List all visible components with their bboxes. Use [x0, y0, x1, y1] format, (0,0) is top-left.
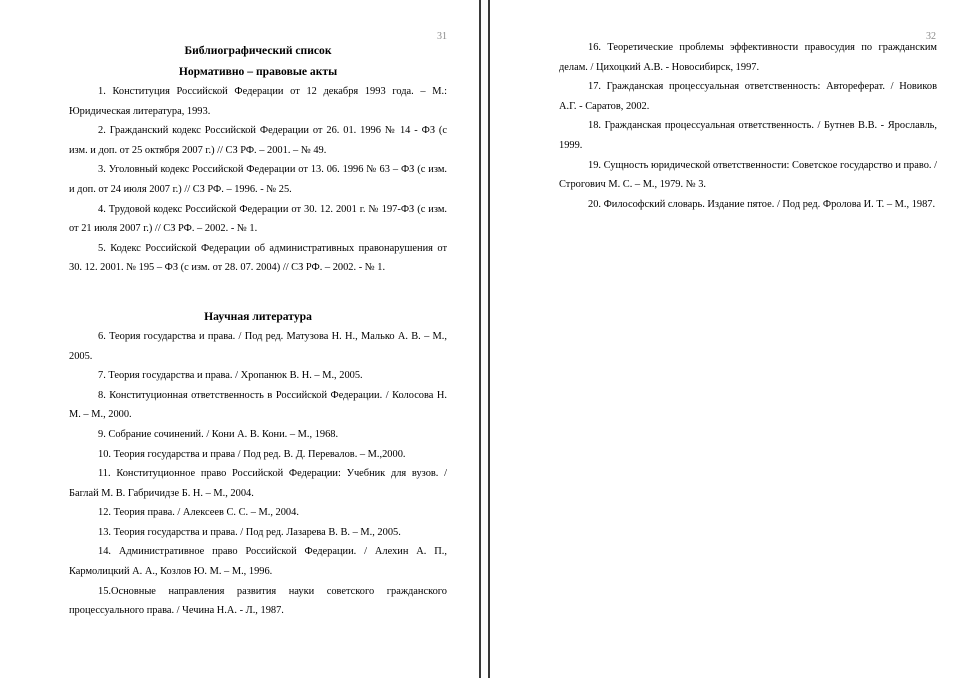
- bibliography-entry: 15.Основные направления развития науки советского гражданского процессуального права. / Чечина Н.А. - Л., 1987.: [69, 585, 447, 617]
- bibliography-entry: 16. Теоретические проблемы эффективности правосудия по гражданским делам. / Цихоцкий А.В. - Новосибирск, 1997.: [559, 42, 937, 73]
- bibliography-entry: 19. Сущность юридической ответственности: Советское государство и право. / Строгович М. С. – М., 1979. № 3.: [559, 159, 937, 191]
- bibliography-entry: 10. Теория государства и права / Под ред. В. Д. Перевалов. – М.,2000.: [98, 448, 406, 460]
- page-number: 32: [926, 31, 936, 42]
- bibliography-entry: 7. Теория государства и права. / Хропанюк В. Н. – М., 2005.: [98, 370, 363, 382]
- bibliography-entry: 6. Теория государства и права. / Под ред. Матузова Н. Н., Малько А. В. – М., 2005.: [69, 330, 447, 362]
- bibliography-entry: 12. Теория права. / Алексеев С. С. – М., 2004.: [98, 507, 299, 519]
- section-heading-literature: Научная литература: [204, 309, 312, 323]
- document-page-right: [490, 0, 970, 678]
- bibliography-entry: 11. Конституционное право Российской Федерации: Учебник для вузов. / Баглай М. В. Габричидзе Б. Н. – М., 2004.: [69, 468, 447, 499]
- bibliography-entry: 14. Административное право Российской Федерации. / Алехин А. П., Кармолицкий А. А., Козлов Ю. М. – М., 1996.: [69, 546, 447, 578]
- section-spacer: [69, 278, 447, 306]
- bibliography-entry: 20. Философский словарь. Издание пятое. / Под ред. Фролова И. Т. – М., 1987.: [588, 198, 936, 210]
- bibliography-entry: 18. Гражданская процессуальная ответственность. / Бутнев В.В. - Ярославль, 1999.: [559, 120, 937, 151]
- bibliography-entry: 4. Трудовой кодекс Российской Федерации от 30. 12. 2001 г. № 197-ФЗ (с изм. от 21 июля 2007 г.) // СЗ РФ. – 2002. - № 1.: [69, 203, 447, 235]
- document-page-left: [0, 0, 479, 678]
- page-content: [69, 40, 447, 621]
- page-separator: [479, 0, 490, 678]
- bibliography-entry: 1. Конституция Российской Федерации от 12 декабря 1993 года. – М.: Юридическая литература, 1993.: [69, 86, 447, 117]
- bibliography-entry: 8. Конституционная ответственность в Российской Федерации. / Колосова Н. М. – М., 2000.: [69, 389, 447, 421]
- page-content: [559, 38, 937, 214]
- bibliography-entry: 9. Собрание сочинений. / Кони А. В. Кони. – М., 1968.: [98, 428, 339, 440]
- bibliography-entry: 17. Гражданская процессуальная ответственность: Автореферат. / Новиков А.Г. - Саратов, 2002.: [559, 81, 937, 112]
- bibliography-entry: 2. Гражданский кодекс Российской Федерации от 26. 01. 1996 № 14 - ФЗ (с изм. и доп. от 25 октября 2007 г.) // СЗ РФ. – 2001. – № 49.: [69, 125, 447, 156]
- document-title: Библиографический список: [184, 44, 332, 57]
- section-heading-normative: Нормативно – правовые акты: [178, 65, 338, 78]
- bibliography-entry: 3. Уголовный кодекс Российской Федерации от 13. 06. 1996 № 63 – ФЗ (с изм. и доп. от 24 июля 2007 г.) // СЗ РФ. – 1996. - № 25.: [69, 164, 447, 195]
- bibliography-entry: 5. Кодекс Российской Федерации об административных правонарушения от 30. 12. 2001. № 195 – ФЗ (с изм. от 28. 07. 2004) // СЗ РФ. – 2002. - № 1.: [69, 242, 447, 274]
- page-number: 31: [437, 31, 447, 42]
- bibliography-entry: 13. Теория государства и права. / Под ред. Лазарева В. В. – М., 2005.: [98, 526, 401, 538]
